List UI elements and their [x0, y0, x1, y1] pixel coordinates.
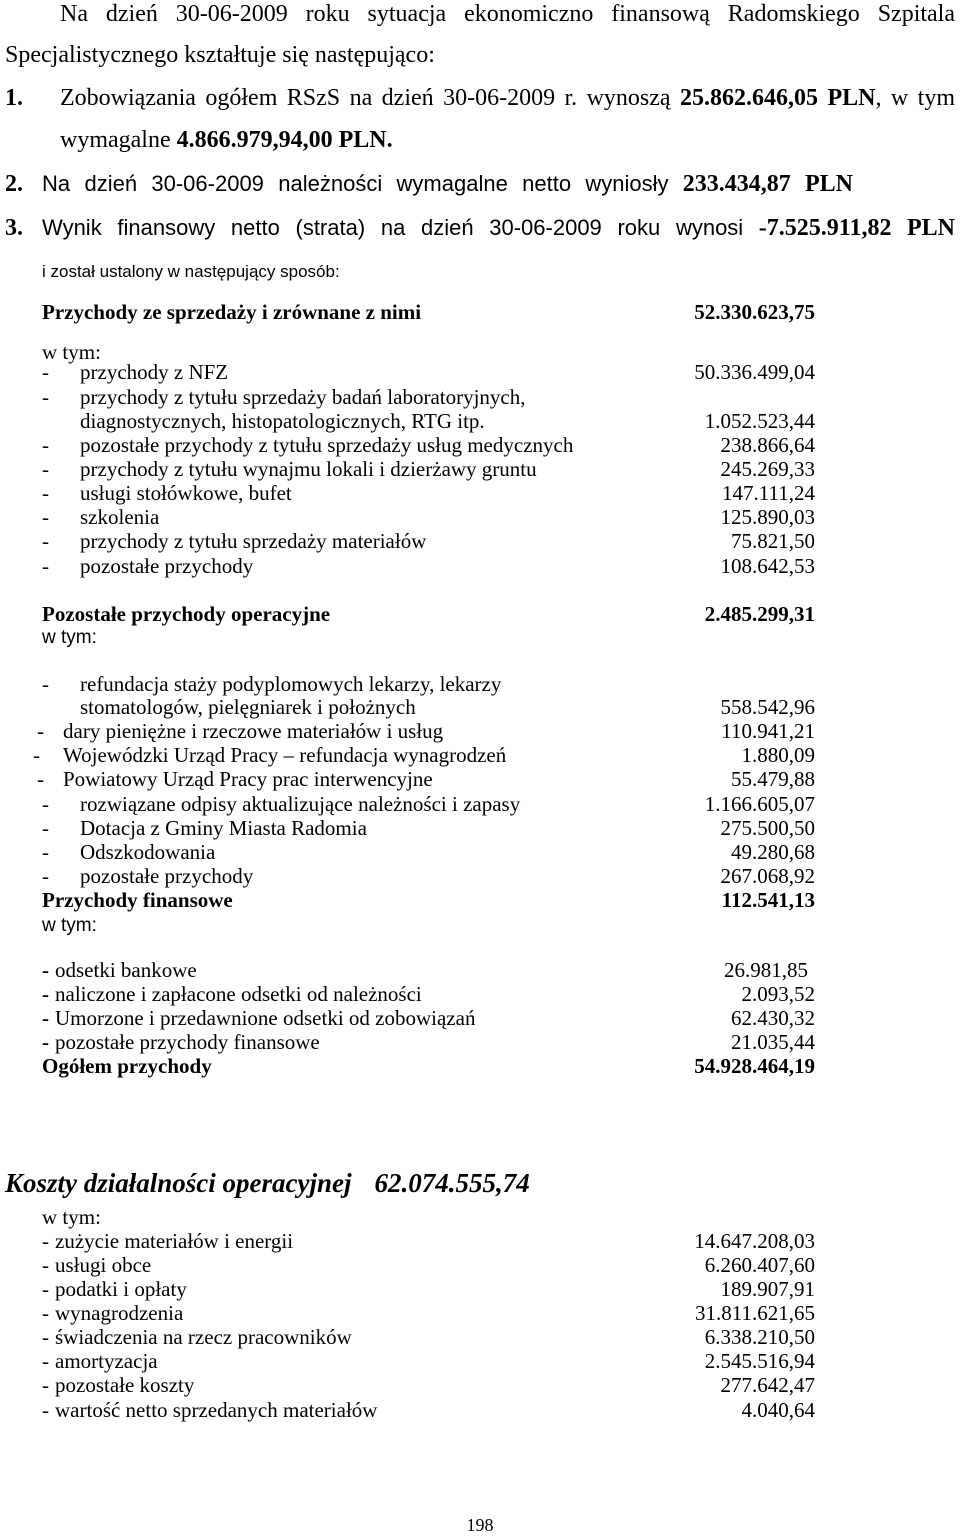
- sales-heading-label: Przychody ze sprzedaży i zrównane z nimi: [42, 300, 422, 324]
- row-label: przychody z tytułu sprzedaży badań laboratoryjnych,: [80, 385, 526, 409]
- row-label: szkolenia: [80, 505, 160, 529]
- intro-line-2: Specjalistycznego kształtuje się następująco:: [5, 42, 435, 68]
- row-label: pozostałe przychody finansowe: [55, 1030, 320, 1054]
- other-operating-label: Pozostałe przychody operacyjne: [42, 602, 331, 626]
- row-marker: -: [42, 505, 49, 529]
- row-marker: -: [42, 816, 49, 840]
- row-marker: -: [42, 864, 49, 888]
- row-value: 50.336.499,04: [694, 360, 815, 384]
- table-row: [0, 840, 960, 864]
- row-marker: -: [42, 1349, 49, 1373]
- other-operating-total: 2.485.299,31: [704, 602, 815, 626]
- row-value: 189.907,91: [720, 1277, 815, 1301]
- financial-total: 112.541,13: [721, 888, 815, 912]
- item-1-continuation: [60, 126, 393, 154]
- item-1-suffix: , w tym: [875, 85, 955, 111]
- total-revenue-row: [0, 1054, 960, 1078]
- row-value: 147.111,24: [722, 481, 815, 505]
- other-operating-in-which: w tym:: [42, 627, 97, 648]
- item-1-number: 1.: [5, 85, 23, 111]
- row-value: 55.479,88: [731, 767, 815, 791]
- row-marker: -: [42, 1373, 49, 1397]
- row-label: pozostałe przychody z tytułu sprzedaży usług medycznych: [80, 433, 574, 457]
- row-marker: -: [37, 767, 44, 791]
- item-3-text: Wynik finansowy netto (strata) na dzień 30-06-2009 roku wynosi: [42, 215, 744, 240]
- financial-in-which: w tym:: [42, 915, 97, 936]
- costs-total: 62.074.555,74: [374, 1168, 530, 1198]
- row-value: 2.545.516,94: [704, 1349, 815, 1373]
- row-value: 2.093,52: [741, 982, 815, 1006]
- row-marker: -: [42, 1398, 49, 1422]
- table-row-continuation: [0, 695, 960, 719]
- row-value: 21.035,44: [731, 1030, 815, 1054]
- row-marker: -: [42, 982, 49, 1006]
- financial-heading-row: [0, 888, 960, 912]
- table-row-continuation: [0, 409, 960, 433]
- row-marker: -: [42, 1325, 49, 1349]
- row-value: 31.811.621,65: [695, 1301, 815, 1325]
- row-value: 108.642,53: [720, 554, 815, 578]
- row-marker: -: [42, 360, 49, 384]
- row-value: 110.941,21: [721, 719, 815, 743]
- table-row: [0, 505, 960, 529]
- row-label: wartość netto sprzedanych materiałów: [55, 1398, 378, 1422]
- row-marker: -: [42, 1301, 49, 1325]
- table-row: [0, 1325, 960, 1349]
- row-marker: -: [42, 529, 49, 553]
- total-revenue-value: 54.928.464,19: [694, 1054, 815, 1078]
- table-row: [0, 1277, 960, 1301]
- table-row: [0, 360, 960, 384]
- row-value: 277.642,47: [720, 1373, 815, 1397]
- row-marker: -: [33, 743, 40, 767]
- item-3-amount: -7.525.911,82 PLN: [758, 215, 955, 241]
- item-2-amount: 233.434,87 PLN: [682, 171, 853, 197]
- row-value: 6.338.210,50: [704, 1325, 815, 1349]
- table-row: [0, 433, 960, 457]
- row-value: 75.821,50: [731, 529, 815, 553]
- item-1-line: [60, 84, 955, 112]
- item-3-continuation: i został ustalony w następujący sposób:: [42, 262, 340, 281]
- table-row: [0, 1030, 960, 1054]
- table-row: [0, 1398, 960, 1422]
- page-number: 198: [466, 1515, 494, 1535]
- row-label: amortyzacja: [55, 1349, 158, 1373]
- table-row: [0, 792, 960, 816]
- table-row: [0, 672, 960, 696]
- row-marker: -: [42, 1253, 49, 1277]
- row-value: 245.269,33: [720, 457, 815, 481]
- row-label: naliczone i zapłacone odsetki od należności: [55, 982, 422, 1006]
- intro-line-1: [60, 0, 955, 28]
- row-value: 1.880,09: [741, 743, 815, 767]
- total-revenue-label: Ogółem przychody: [42, 1054, 212, 1078]
- row-value: 267.068,92: [720, 864, 815, 888]
- table-row: [0, 816, 960, 840]
- costs-in-which-row: [0, 1205, 960, 1229]
- item-2-text: Na dzień 30-06-2009 należności wymagalne netto wyniosły: [42, 171, 669, 196]
- row-label: pozostałe przychody: [80, 554, 254, 578]
- table-row: [0, 982, 960, 1006]
- row-label: Umorzone i przedawnione odsetki od zobowiązań: [55, 1006, 476, 1030]
- row-label-continuation: diagnostycznych, histopatologicznych, RTG itp.: [80, 409, 485, 433]
- row-label: Dotacja z Gminy Miasta Radomia: [80, 816, 367, 840]
- sales-heading-row: [0, 300, 960, 324]
- table-row: [0, 529, 960, 553]
- row-value: 125.890,03: [720, 505, 815, 529]
- intro-text-1: Na dzień 30-06-2009 roku sytuacja ekonomiczno finansową Radomskiego Szpitala: [60, 1, 955, 27]
- row-label: pozostałe przychody: [80, 864, 254, 888]
- row-label: Powiatowy Urząd Pracy prac interwencyjne: [63, 767, 433, 791]
- row-value: 238.866,64: [720, 433, 815, 457]
- row-label: rozwiązane odpisy aktualizujące należności i zapasy: [80, 792, 521, 816]
- row-marker: -: [42, 1030, 49, 1054]
- sales-heading-total: 52.330.623,75: [694, 300, 815, 324]
- row-value: 49.280,68: [731, 840, 815, 864]
- row-label: przychody z tytułu wynajmu lokali i dzierżawy gruntu: [80, 457, 537, 481]
- row-label: usługi obce: [55, 1253, 152, 1277]
- row-value: 6.260.407,60: [704, 1253, 815, 1277]
- financial-label: Przychody finansowe: [42, 888, 233, 912]
- table-row: [0, 1229, 960, 1253]
- table-row: [0, 1349, 960, 1373]
- other-operating-in-which-row: [0, 626, 960, 650]
- table-row: [0, 767, 960, 791]
- row-value: 1.052.523,44: [704, 409, 815, 433]
- row-label: pozostałe koszty: [55, 1373, 195, 1397]
- row-value: 558.542,96: [720, 695, 815, 719]
- row-marker: -: [42, 433, 49, 457]
- row-label: zużycie materiałów i energii: [55, 1229, 294, 1253]
- row-label: odsetki bankowe: [55, 958, 197, 982]
- other-operating-heading-row: [0, 602, 960, 626]
- row-value: 4.040,64: [741, 1398, 815, 1422]
- item-3-number: 3.: [5, 215, 23, 241]
- row-value: 275.500,50: [720, 816, 815, 840]
- row-label: Odszkodowania: [80, 840, 216, 864]
- table-row: [0, 385, 960, 409]
- item-2-line: [42, 170, 853, 198]
- row-marker: -: [42, 840, 49, 864]
- item-1-amount: 25.862.646,05 PLN: [680, 85, 876, 111]
- costs-heading: [5, 1167, 530, 1199]
- row-label-continuation: stomatologów, pielęgniarek i położnych: [80, 695, 416, 719]
- table-row: [0, 554, 960, 578]
- row-marker: -: [42, 457, 49, 481]
- table-row: [0, 1373, 960, 1397]
- costs-title: Koszty działalności operacyjnej: [5, 1168, 352, 1198]
- row-value: 26.981,85: [724, 958, 808, 982]
- table-row: [0, 743, 960, 767]
- costs-in-which: w tym:: [42, 1205, 101, 1229]
- row-marker: -: [37, 719, 44, 743]
- row-marker: -: [42, 1277, 49, 1301]
- row-label: dary pieniężne i rzeczowe materiałów i usług: [63, 719, 444, 743]
- row-marker: -: [42, 481, 49, 505]
- row-marker: -: [42, 1229, 49, 1253]
- row-label: przychody z NFZ: [80, 360, 229, 384]
- row-value: 14.647.208,03: [694, 1229, 815, 1253]
- row-label: usługi stołówkowe, bufet: [80, 481, 292, 505]
- row-label: wynagrodzenia: [55, 1301, 184, 1325]
- table-row: [0, 1301, 960, 1325]
- table-row: [0, 719, 960, 743]
- item-3-line: [42, 214, 955, 242]
- table-row: [0, 864, 960, 888]
- row-label: Wojewódzki Urząd Pracy – refundacja wynagrodzeń: [63, 743, 507, 767]
- table-row: [0, 958, 960, 982]
- row-marker: -: [42, 1006, 49, 1030]
- row-value: 62.430,32: [731, 1006, 815, 1030]
- item-1-cont-text: wymagalne: [60, 127, 171, 153]
- table-row: [0, 1006, 960, 1030]
- row-label: świadczenia na rzecz pracowników: [55, 1325, 352, 1349]
- row-label: podatki i opłaty: [55, 1277, 187, 1301]
- financial-in-which-row: [0, 914, 960, 938]
- row-label: refundacja staży podyplomowych lekarzy, lekarzy: [80, 672, 502, 696]
- item-1-text: Zobowiązania ogółem RSzS na dzień 30-06-2009 r. wynoszą: [60, 85, 671, 111]
- row-marker: -: [42, 672, 49, 696]
- row-marker: -: [42, 792, 49, 816]
- table-row: [0, 481, 960, 505]
- row-marker: -: [42, 554, 49, 578]
- row-marker: -: [42, 385, 49, 409]
- item-1-cont-suffix: .: [386, 127, 393, 153]
- sales-in-which: w tym:: [42, 340, 101, 364]
- table-row: [0, 457, 960, 481]
- row-value: 1.166.605,07: [704, 792, 815, 816]
- item-1-cont-amount: 4.866.979,94,00 PLN: [176, 127, 387, 153]
- table-row: [0, 1253, 960, 1277]
- item-2-number: 2.: [5, 171, 23, 197]
- row-label: przychody z tytułu sprzedaży materiałów: [80, 529, 427, 553]
- row-marker: -: [42, 958, 49, 982]
